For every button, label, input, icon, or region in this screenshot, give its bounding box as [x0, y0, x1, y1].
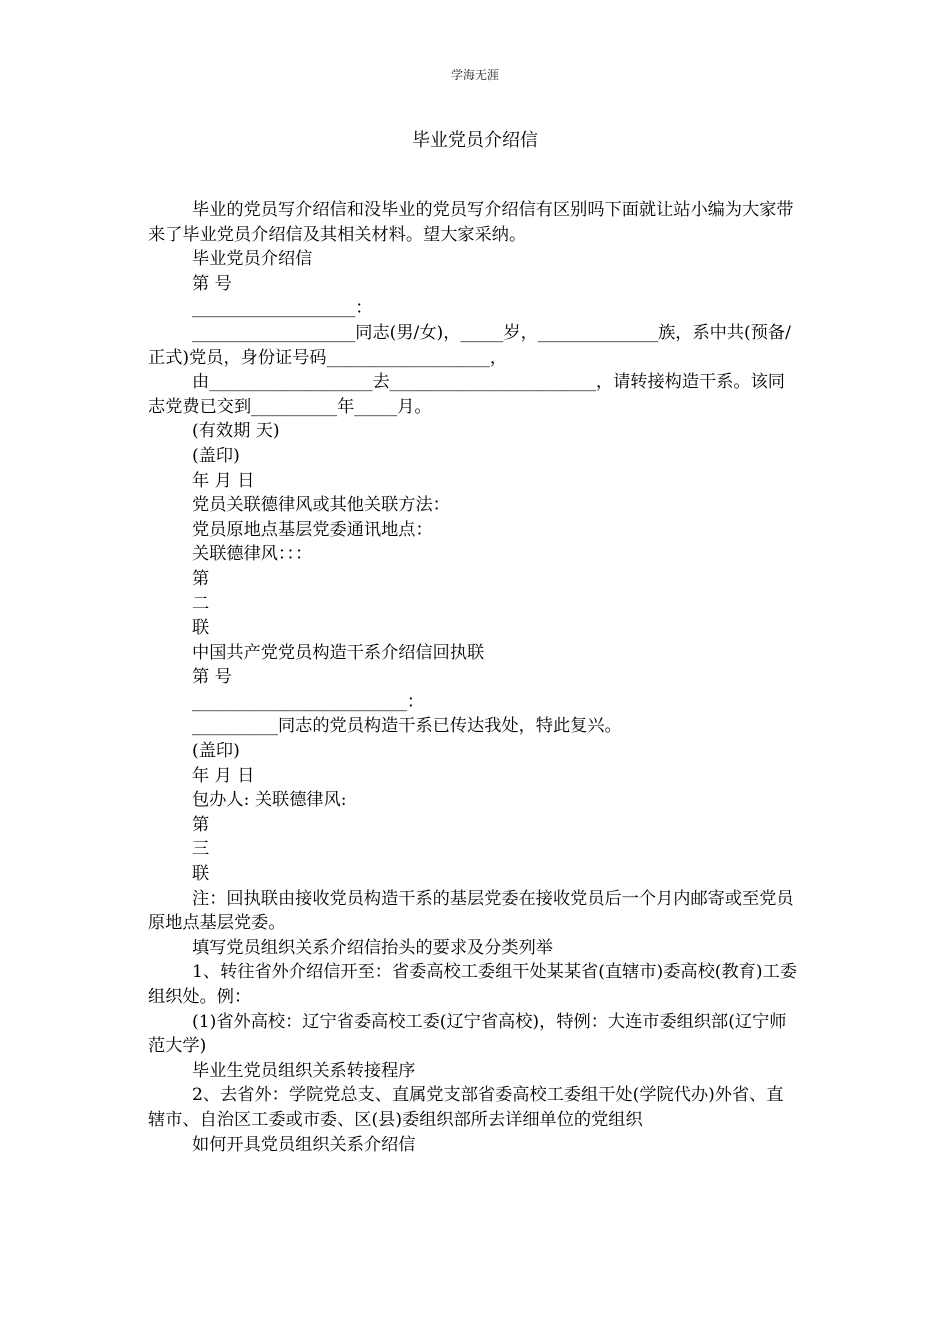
copy3-label-2: 三: [192, 839, 210, 860]
handler-line: 包办人: 关联德律风:: [192, 790, 347, 811]
address-line: 党员原地点基层党委通讯地点：: [192, 519, 433, 540]
note-paragraph: 注：回执联由接收党员构造干系的基层党委在接收党员后一个月内邮寄或至党员原地点基层党委。: [148, 888, 794, 934]
seal-line: (盖印): [192, 445, 240, 466]
validity-line: (有效期 天): [192, 421, 280, 442]
date-line: 年 月 日: [192, 470, 255, 491]
rule-1-example: (1)省外高校：辽宁省委高校工委(辽宁省高校)，特例：大连市委组织部(辽宁师范大学): [148, 1011, 787, 1057]
section-heading-procedure: 毕业生党员组织关系转接程序: [192, 1060, 416, 1081]
letter-number: 第 号: [192, 273, 232, 294]
document-body: [148, 198, 800, 1157]
contact-line: 党员关联德律风或其他关联方法：: [192, 495, 450, 516]
intro-paragraph: 毕业的党员写介绍信和没毕业的党员写介绍信有区别吗下面就让站小编为大家带来了毕业党员介绍信及其相关材料。望大家采纳。: [148, 200, 794, 245]
receipt-heading: 中国共产党党员构造干系介绍信回执联: [192, 642, 485, 663]
page-header: 学海无涯: [450, 68, 499, 82]
rule-1: 1、转往省外介绍信开至：省委高校工委组干处某某省(直辖市)委高校(教育)工委组织处。例：: [148, 962, 797, 1007]
copy-label-2: 二: [192, 593, 210, 614]
receipt-body: __________同志的党员构造干系已传达我处，特此复兴。: [192, 716, 622, 737]
copy3-label-3: 联: [192, 864, 210, 885]
receipt-number: 第 号: [192, 667, 232, 688]
receipt-date: 年 月 日: [192, 765, 255, 786]
letter-heading: 毕业党员介绍信: [192, 249, 313, 270]
recipient-line: ___________________：: [192, 298, 373, 319]
copy3-label-1: 第: [192, 814, 210, 835]
copy-label-3: 联: [192, 618, 210, 639]
section-heading-requirements: 填写党员组织关系介绍信抬头的要求及分类列举: [192, 937, 553, 958]
document-title: 毕业党员介绍信: [412, 130, 538, 151]
section-heading-howto: 如何开具党员组织关系介绍信: [192, 1134, 416, 1155]
receipt-seal: (盖印): [192, 741, 240, 762]
rule-2: 2、去省外：学院党总支、直属党支部省委高校工委组干处(学院代办)外省、直辖市、自治区工委或市委、区(县)委组织部所去详细单位的党组织: [148, 1085, 784, 1130]
copy-label-1: 第: [192, 568, 210, 589]
receipt-recipient: _________________________：: [192, 691, 425, 712]
phone-line: 关联德律风：：：: [192, 544, 313, 565]
member-info-line: ___________________同志(男/女)，_____岁，______________族，系中共(预备/正式)党员，身份证号码___________________，: [148, 322, 791, 368]
transfer-line: 由___________________去________________________，请转接构造干系。该同志党费已交到__________年_____月。: [148, 372, 785, 417]
